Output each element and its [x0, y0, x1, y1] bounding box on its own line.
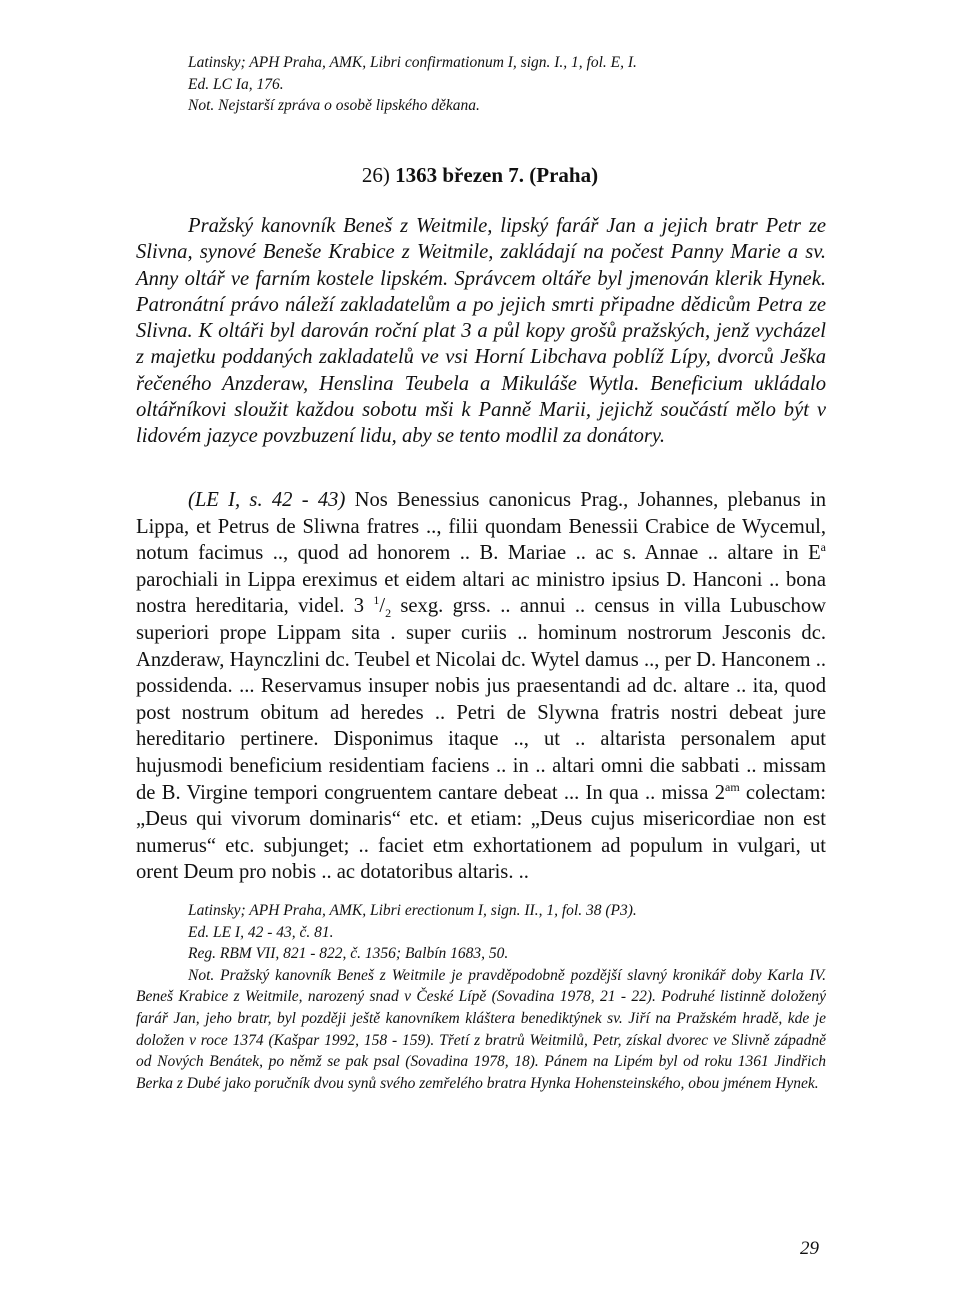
latin-part-2: parochiali in Lippa ereximus et eidem altari ac ministro ipsius D. Hanconi .. bona nostra hereditaria, videl. 3 — [136, 568, 826, 618]
superscript-a: a — [820, 540, 826, 555]
top-source-note — [136, 52, 826, 117]
footnote-regest: Reg. RBM VII, 821 - 822, č. 1356; Balbín 1683, 50. — [188, 945, 509, 963]
footnote-source: Latinsky; APH Praha, AMK, Libri erectionum I, sign. II., 1, fol. 38 (P3). — [188, 902, 637, 919]
latin-source-ref: (LE I, s. 42 - 43) — [188, 489, 346, 511]
latin-part-4: colectam: „Deus qui vivorum dominaris“ etc. et etiam: „Deus cujus misericordiae non est numerus“ etc. subjunget; .. faciet etm exhortationem ad populum in vulgari, ut orent Deum pro nobis .. ac dotatoribus altaris. .. — [136, 781, 826, 884]
note-line: Not. Nejstarší zpráva o osobě lipského děkana. — [188, 97, 480, 114]
footnotes — [136, 900, 826, 1094]
entry-number: 26) — [361, 163, 390, 187]
page-number: 29 — [800, 1238, 819, 1259]
entry-date: 1363 březen 7. — [395, 163, 525, 187]
edition-line: Ed. LC Ia, 176. — [188, 75, 284, 93]
latin-text: (LE I, s. 42 - 43) Nos Benessius canonicus Prag., Johannes, plebanus in Lippa, et Petrus de Sliwna fratres .., filii quondam Benessii Crabice de Wycemul, notum facimus .., quod ad honorem .. B. Mariae .. ac s. Annae .. altare in $E^a$ parochiali in Lippa ereximus et eidem altari ac ministro ipsius D. Hanconi .. bona nostra hereditaria, videl. 3 $^1/_2$ sexg. grss. .. annui .. census in villa Lubuschow superiori prope Lippam sita . super curiis .. hominum nostrorum Jesconis dc. Anzderaw, Haynczlini dc. Teubel et Nicolai dc. Wytel damus .., per D. Hanconem .. possidenda. ... Reservamus insuper nobis jus praesentandi ad dc. altare .. ita, quod post nostrum obitum ad heredes .. Petri de Slywna fratris nostri debeat jure hereditario pertinere. Disponimus itaque .., ut .. altarista personalem aput hujusmodi beneficium residentiam faciens .. in .. altari omni die sabbati .. missam de B. Virgine tempori congruentem cantare debeat ... In qua .. missa $2^{am}$ colectam: „Deus qui vivorum dominaris“ etc. et etiam: „Deus cujus misericordiae non est numerus“ etc. subjunget; .. faciet etm exhortationem ad populum in vulgari, ut orent Deum pro nobis .. ac dotatoribus altaris. .. — [136, 489, 827, 884]
latin-part-3: sexg. grss. .. annui .. census in villa Lubuschow superiori prope Lippam sita . super curiis .. hominum nostrorum Jesconis dc. Anzderaw, Haynczlini dc. Teubel et Nicolai dc. Wytel damus .., per D. Hanconem .. possidenda. ... Reservamus insuper nobis jus praesentandi ad dc. altare .. ita, quod post nostrum obitum ad heredes .. Petri de Slywna fratris nostri debeat jure hereditario pertinere. Disponimus itaque .., ut .. altarista personalem aput hujusmodi beneficium residentiam faciens .. in .. altari omni die sabbati .. missam de B. Virgine tempori congruentem cantare debeat ... In qua .. missa 2 — [136, 595, 827, 804]
footnote-edition: Ed. LE I, 42 - 43, č. 81. — [188, 923, 334, 941]
czech-abstract: Pražský kanovník Beneš z Weitmile, lipský farář Jan a jejich bratr Petr ze Slivna, synové Beneše Krabice z Weitmile, zakládají na počest Panny Marie a sv. Anny oltář ve farním kostele lipském. Správcem oltáře byl jmenován klerik Hynek. Patronátní právo náleží zakladatelům a po jejich smrti připadne dědicům Petra ze Slivna. K oltáři byl darován roční plat 3 a půl kopy grošů pražských, jenž vycházel z majetku poddaných zakladatelů ve vsi Horní Libchava poblíž Lípy, dvorců Ješka řečeného Anzderaw, Henslina Teubela a Mikuláše Wytla. Beneficium ukládalo oltářníkovi sloužit každou sobotu mši k Panně Marii, jejichž součástí mělo být v lidovém jazyce povzbuzení lidu, aby se tento modlil za donátory. — [136, 215, 826, 448]
superscript-am: am — [725, 779, 740, 794]
fraction-denominator: 2 — [385, 606, 392, 621]
entry-heading — [0, 163, 960, 188]
source-line: Latinsky; APH Praha, AMK, Libri confirmationum I, sign. I., 1, fol. E, I. — [188, 54, 637, 71]
fraction-numerator: 1 — [373, 593, 380, 608]
footnote-commentary: Not. Pražský kanovník Beneš z Weitmile je pravděpodobně pozdější slavný kronikář doby Karla IV. Beneš Krabice z Weitmile, narozený snad v České Lípě (Sovadina 1978, 21 - 22). Podruhé listinně doložený farář Jan, jeho bratr, byl později ještě kanovníkem kláštera benediktýnek sv. Jiří na Pražském hradě, kde je doložen v roce 1374 (Kašpar 1992, 158 - 159). Třetí z bratrů Weitmilů, Petr, získal dvorec ve Slivně západně od Nových Benátek, po němž se pak psal (Sovadina 1978, 18). Pánem na Lipém byl od roku 1361 Jindřich Berka z Dubé jako poručník dvou synů svého zemřelého bratra Hynka Hohensteinského, obou jménem Hynek. — [136, 966, 826, 1092]
latin-part-1: Nos Benessius canonicus Prag., Johannes, plebanus in Lippa, et Petrus de Sliwna fratres .., filii quondam Benessii Crabice de Wycemul, notum facimus .., quod ad honorem .. B. Mariae .. ac s. Annae .. altare in E — [136, 489, 826, 565]
entry-place: (Praha) — [529, 163, 599, 187]
